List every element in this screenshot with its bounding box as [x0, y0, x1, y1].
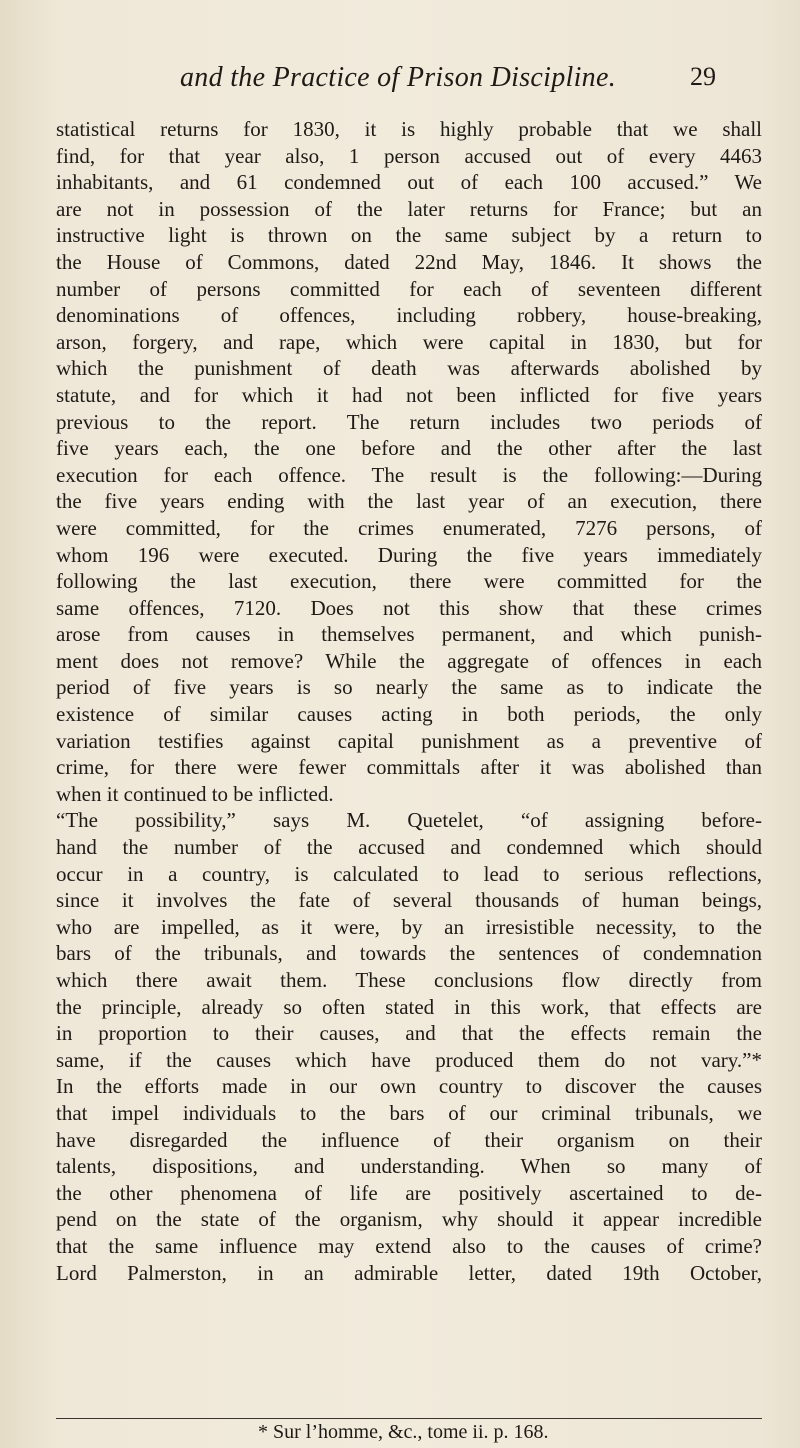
- text-line: whom 196 were executed. During the five years immediately: [56, 542, 762, 567]
- text-line: “The possibility,” says M. Quetelet, “of assigning before-: [56, 808, 762, 833]
- text-line: arson, forgery, and rape, which were capital in 1830, but for: [56, 329, 762, 354]
- text-line: pend on the state of the organism, why should it appear incredible: [56, 1207, 762, 1232]
- text-line: Lord Palmerston, in an admirable letter, dated 19th October,: [56, 1260, 762, 1285]
- text-line: five years each, the one before and the other after the last: [56, 436, 762, 461]
- text-line: same offences, 7120. Does not this show that these crimes: [56, 595, 762, 620]
- text-line: that the same influence may extend also to the causes of crime?: [56, 1233, 762, 1258]
- text-line: statute, and for which it had not been inflicted for five years: [56, 382, 762, 407]
- text-line: same, if the causes which have produced them do not vary.”*: [56, 1047, 762, 1072]
- text-line: statistical returns for 1830, it is highly probable that we shall: [56, 117, 762, 141]
- text-line: since it involves the fate of several thousands of human beings,: [56, 888, 762, 913]
- body-text: [56, 116, 762, 1286]
- text-line: which the punishment of death was afterwards abolished by: [56, 356, 762, 381]
- text-line: who are impelled, as it were, by an irresistible necessity, to the: [56, 914, 762, 939]
- text-line: ment does not remove? While the aggregate of offences in each: [56, 648, 762, 673]
- text-line: find, for that year also, 1 person accused out of every 4463: [56, 143, 762, 168]
- text-line: which there await them. These conclusions flow directly from: [56, 968, 762, 992]
- text-line: the five years ending with the last year of an execution, there: [56, 489, 762, 514]
- text-line: denominations of offences, including robbery, house-breaking,: [56, 303, 762, 328]
- text-line: in proportion to their causes, and that the effects remain the: [56, 1021, 762, 1046]
- text-line: were committed, for the crimes enumerated, 7276 persons, of: [56, 515, 762, 540]
- text-line: inhabitants, and 61 condemned out of each 100 accused.” We: [56, 170, 762, 195]
- text-line: In the efforts made in our own country to discover the causes: [56, 1074, 762, 1099]
- text-line: occur in a country, is calculated to lead to serious reflections,: [56, 861, 762, 886]
- text-line: instructive light is thrown on the same subject by a return to: [56, 223, 762, 248]
- text-line: variation testifies against capital punishment as a preventive of: [56, 728, 762, 753]
- text-line: that impel individuals to the bars of our criminal tribunals, we: [56, 1100, 762, 1125]
- text-line: crime, for there were fewer committals after it was abolished than: [56, 755, 762, 780]
- text-line: execution for each offence. The result is the following:—During: [56, 462, 762, 487]
- text-line: hand the number of the accused and condemned which should: [56, 835, 762, 860]
- text-line: following the last execution, there were committed for the: [56, 569, 762, 594]
- text-line: the House of Commons, dated 22nd May, 1846. It shows the: [56, 249, 762, 274]
- text-line: the principle, already so often stated in this work, that effects are: [56, 994, 762, 1019]
- page-number: 29: [690, 62, 716, 91]
- text-line: number of persons committed for each of seventeen different: [56, 276, 762, 301]
- text-line: period of five years is so nearly the same as to indicate the: [56, 675, 762, 700]
- footnote: * Sur l’homme, &c., tome ii. p. 168.: [258, 1421, 549, 1443]
- text-line: bars of the tribunals, and towards the sentences of condemnation: [56, 941, 762, 966]
- text-line: talents, dispositions, and understanding. When so many of: [56, 1154, 762, 1179]
- paragraph-end-line: when it continued to be inflicted.: [56, 781, 334, 806]
- text-line: the other phenomena of life are positively ascertained to de-: [56, 1180, 762, 1205]
- text-line: arose from causes in themselves permanent, and which punish-: [56, 622, 762, 647]
- text-line: have disregarded the influence of their organism on their: [56, 1127, 762, 1152]
- text-line: previous to the report. The return includes two periods of: [56, 409, 762, 434]
- text-line: existence of similar causes acting in both periods, the only: [56, 702, 762, 727]
- text-line: are not in possession of the later returns for France; but an: [56, 196, 762, 221]
- running-head: and the Practice of Prison Discipline.: [180, 62, 616, 93]
- page-header: [0, 62, 800, 102]
